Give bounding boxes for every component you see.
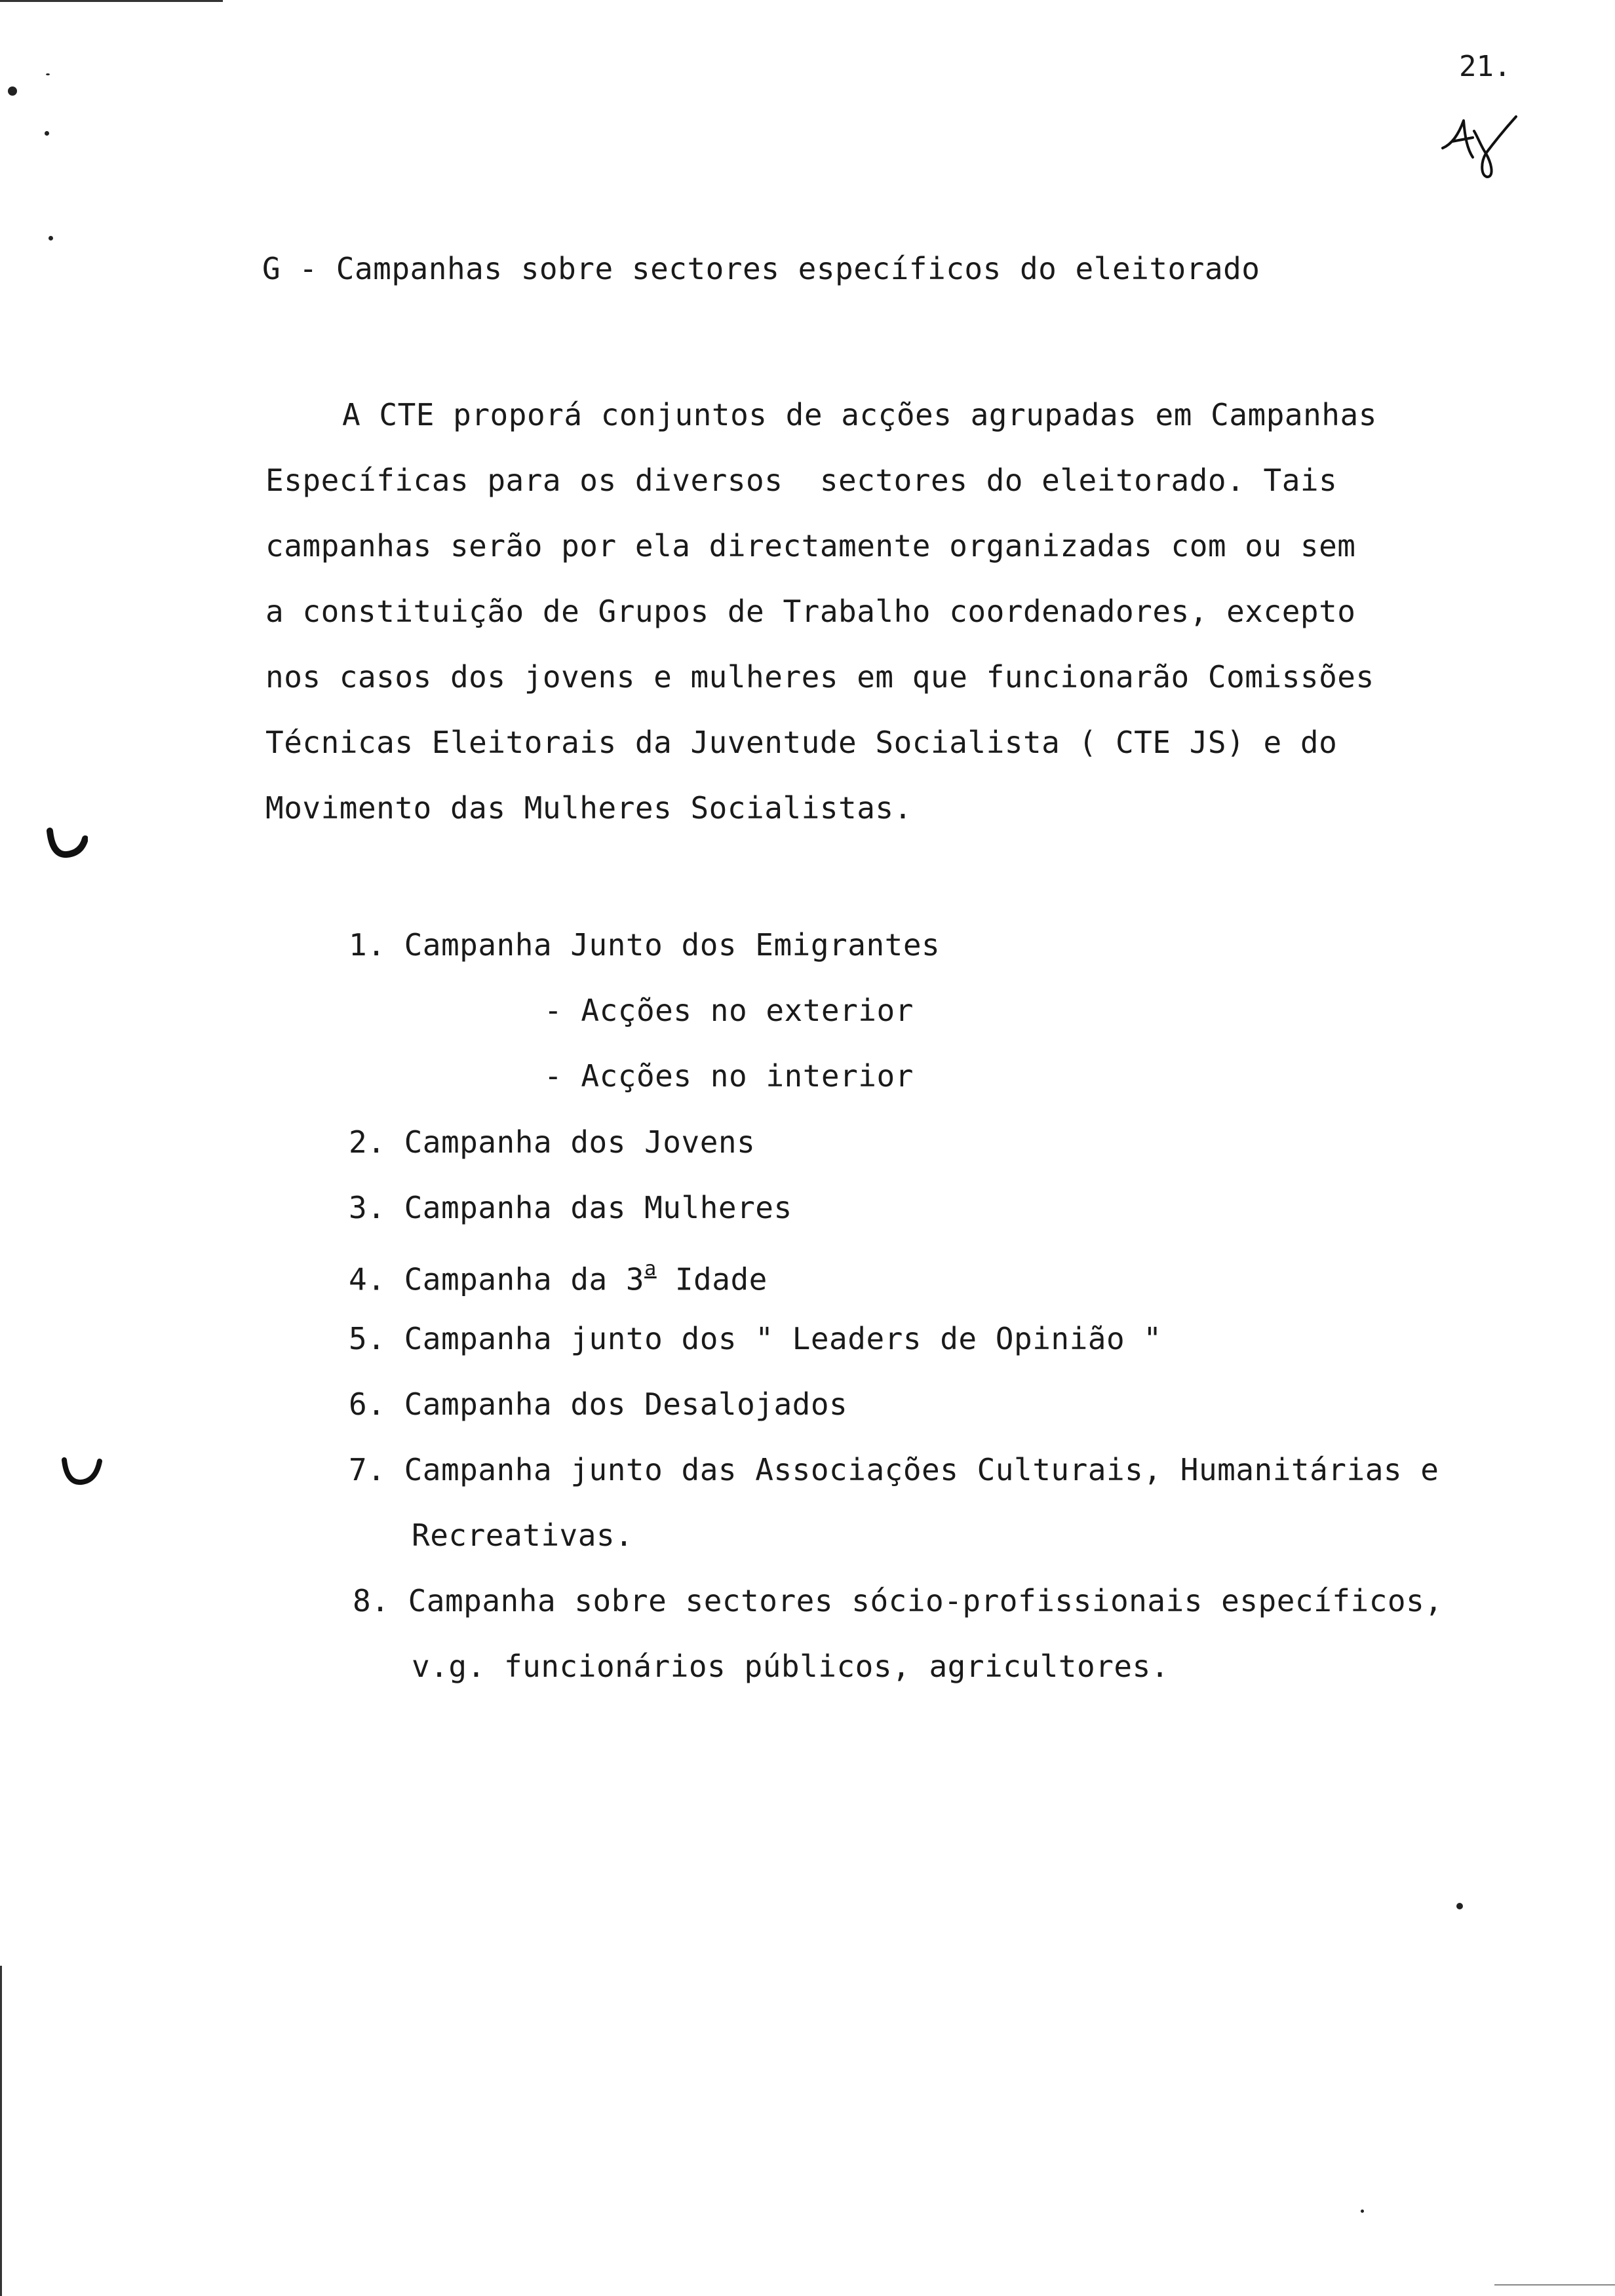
top-edge-mark [0,0,223,2]
margin-speck [46,73,50,75]
margin-speck [1361,2210,1364,2213]
paragraph-line: campanhas serão por ela directamente organizadas com ou sem [265,528,1356,564]
page-number: 21. [1459,50,1511,83]
paragraph-line: A CTE proporá conjuntos de acções agrupadas em Campanhas [342,397,1377,432]
list-item-text: 4. Campanha da 3 [349,1261,645,1297]
paragraph-line: nos casos dos jovens e mulheres em que funcionarão Comissões [265,659,1374,695]
paragraph-line: a constituição de Grupos de Trabalho coordenadores, excepto [265,594,1356,629]
margin-speck [45,131,49,136]
section-heading: G - Campanhas sobre sectores específicos do eleitorado [262,251,1260,286]
list-item-continuation: v.g. funcionários públicos, agricultores. [412,1649,1169,1684]
list-item-text: Idade [656,1261,768,1297]
list-item: 5. Campanha junto dos " Leaders de Opinião " [349,1321,1162,1356]
margin-speck [1456,1903,1463,1909]
punch-hole-mark [60,1455,102,1487]
punch-hole-mark [46,827,88,860]
list-item: 8. Campanha sobre sectores sócio-profissionais específicos, [353,1583,1443,1618]
paragraph-line: Específicas para os diversos sectores do eleitorado. Tais [265,463,1338,498]
list-subitem: - Acções no exterior [544,993,914,1028]
list-item: 3. Campanha das Mulheres [349,1190,792,1225]
list-item: 2. Campanha dos Jovens [349,1124,756,1160]
list-item-continuation: Recreativas. [412,1518,634,1553]
list-subitem: - Acções no interior [544,1058,914,1094]
paragraph-line: Movimento das Mulheres Socialistas. [265,790,912,826]
ordinal-indicator: a [644,1257,657,1280]
list-item: 7. Campanha junto das Associações Culturais, Humanitárias e [349,1452,1439,1487]
left-edge-mark [0,1966,2,2296]
margin-speck [8,86,17,96]
handwritten-initials [1439,111,1524,183]
list-item: 1. Campanha Junto dos Emigrantes [349,927,941,963]
margin-speck [49,236,53,240]
bottom-edge-mark [1494,2284,1615,2286]
paragraph-line: Técnicas Eleitorais da Juventude Socialista ( CTE JS) e do [265,725,1338,760]
list-item [349,1253,768,1299]
list-item: 6. Campanha dos Desalojados [349,1387,848,1422]
